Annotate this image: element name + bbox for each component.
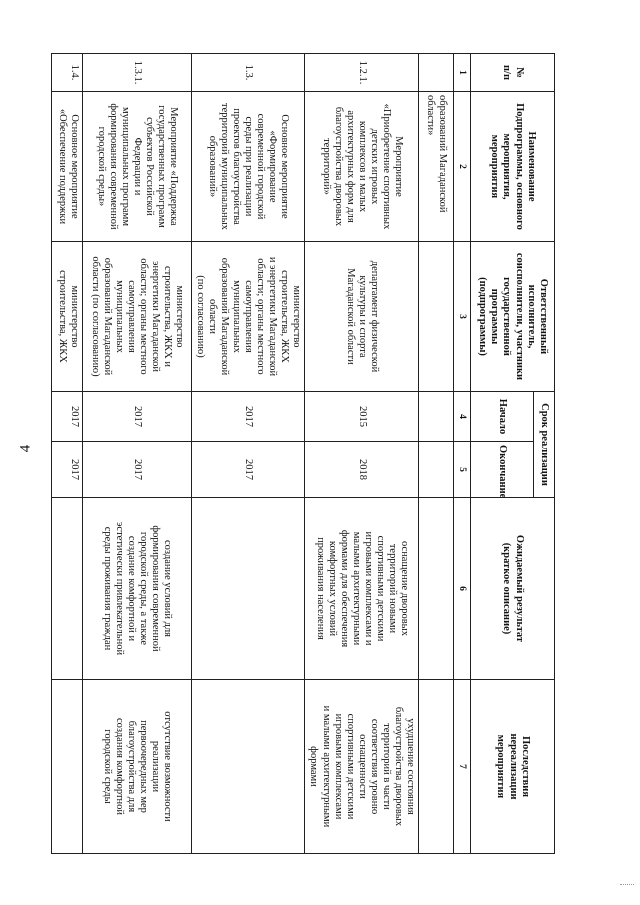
- row-start: 2017: [82, 391, 191, 441]
- rotated-page-content: [56, 53, 555, 853]
- header-start: Начало: [471, 391, 534, 441]
- header-name: Наименование Подпрограммы, основного мероприятия, мероприятия: [471, 91, 555, 241]
- header-end: Окончание: [471, 441, 534, 497]
- row-consequence: отсутствие возможности реализации первоочередных мер благоустройства для создания комфортной городской среды: [82, 679, 191, 853]
- table-row: [82, 53, 191, 853]
- row-start: 2017: [51, 391, 82, 441]
- row-executor: министерство строительства, ЖКХ и энергетики Магаданской области; органы местного самоуправления муниципальных образований Магаданской области (по согласованию): [82, 241, 191, 391]
- row-name: образований Магаданской области»: [419, 91, 454, 241]
- row-end: 2018: [305, 441, 419, 497]
- row-result: [51, 497, 82, 679]
- table-row: [51, 53, 82, 853]
- header-result: Ожидаемый результат (краткое описание): [471, 497, 555, 679]
- row-end: [419, 441, 454, 497]
- scan-edge-mark: [620, 884, 634, 891]
- header-row: [534, 53, 555, 853]
- page-number: 4: [17, 444, 34, 453]
- row-end: 2017: [82, 441, 191, 497]
- row-num: [419, 53, 454, 91]
- row-result: [191, 497, 305, 679]
- row-end: 2017: [51, 441, 82, 497]
- row-num: 1.4.: [51, 53, 82, 91]
- col-number: 6: [454, 497, 471, 679]
- row-num: 1.3.1.: [82, 53, 191, 91]
- row-consequence: [419, 679, 454, 853]
- row-result: [419, 497, 454, 679]
- table-row: [191, 53, 305, 853]
- row-result: создание условий для формирования современной городской среды, а также создание комфортной и эстетически привлекательной среды проживания граждан: [82, 497, 191, 679]
- row-result: оснащение дворовых территорий новыми спортивными детскими игровыми комплексами и малыми архитектурными формами для обеспечения комфортных условий проживания населения: [305, 497, 419, 679]
- row-start: [419, 391, 454, 441]
- header-consequence: Последствия нереализации мероприятия: [471, 679, 555, 853]
- table-row: [419, 53, 454, 853]
- row-executor: [419, 241, 454, 391]
- row-num: 1.3.: [191, 53, 305, 91]
- row-executor: министерство строительства, ЖКХ: [51, 241, 82, 391]
- column-numbers-row: [454, 53, 471, 853]
- row-name: Мероприятие «Поддержка государственных программ субъектов Российской Федерации и муниципальных программ формирования современной городской среды»: [82, 91, 191, 241]
- col-number: 5: [454, 441, 471, 497]
- col-number: 2: [454, 91, 471, 241]
- col-number: 4: [454, 391, 471, 441]
- row-start: 2015: [305, 391, 419, 441]
- col-number: 1: [454, 53, 471, 91]
- header-executor: Ответственный исполнитель, соисполнители, участники государственной программы (подпрограммы): [471, 241, 555, 391]
- row-name: Основное мероприятие «Формирование современной городской среды при реализации проектов благоустройства территорий муниципальных образований»: [191, 91, 305, 241]
- col-number: 7: [454, 679, 471, 853]
- row-executor: министерство строительства, ЖКХ и энергетики Магаданской области; органы местного самоуправления муниципальных образований Магаданской области (по согласованию): [191, 241, 305, 391]
- header-num: № п/п: [471, 53, 555, 91]
- row-consequence: ухудшение состояния благоустройства дворовых территорий в части соответствия уровню оснащенности спортивными детскими игровыми комплексами и малыми архитектурными формами: [305, 679, 419, 853]
- row-end: 2017: [191, 441, 305, 497]
- measures-table: [51, 53, 555, 854]
- row-start: 2017: [191, 391, 305, 441]
- row-name: Мероприятие «Приобретение спортивных детских игровых комплексов и малых архитектурных форм для благоустройства дворовых территорий»: [305, 91, 419, 241]
- row-num: 1.2.1.: [305, 53, 419, 91]
- row-consequence: [51, 679, 82, 853]
- table-row: [305, 53, 419, 853]
- row-name: Основное мероприятие «Обеспечение поддержки: [51, 91, 82, 241]
- col-number: 3: [454, 241, 471, 391]
- header-period: Срок реализации: [534, 391, 555, 497]
- row-consequence: [191, 679, 305, 853]
- row-executor: департамент физической культуры и спорта Магаданской области: [305, 241, 419, 391]
